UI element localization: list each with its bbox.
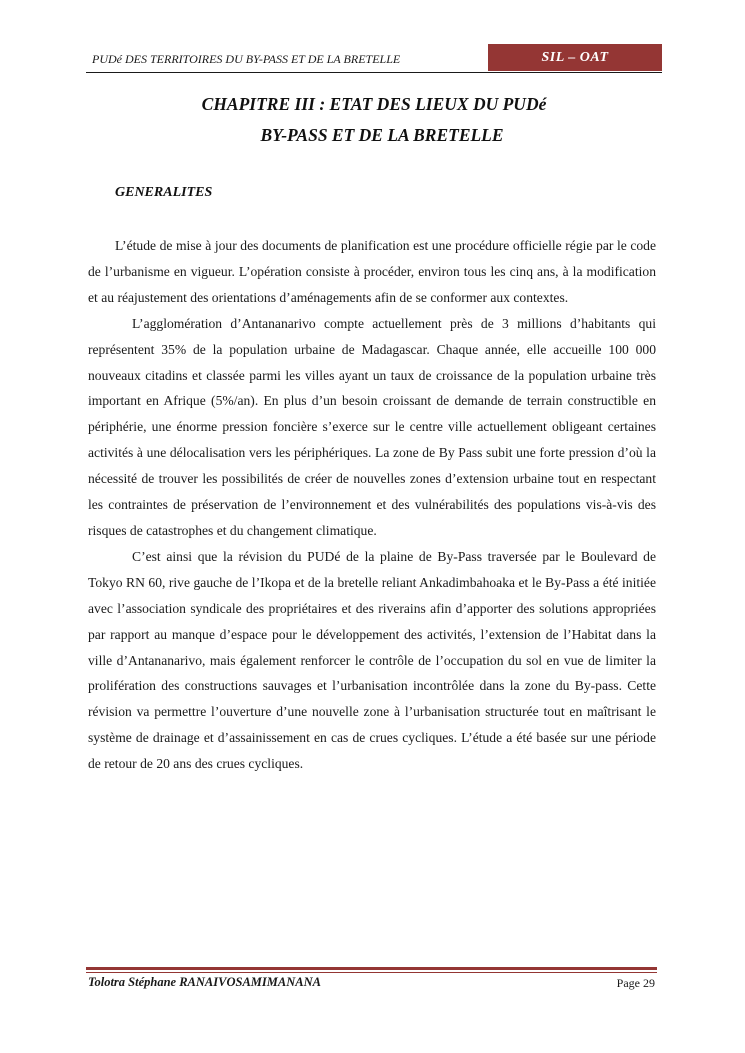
chapter-title-line-2: BY-PASS ET DE LA BRETELLE xyxy=(260,125,504,145)
paragraph-agglomeration: L’agglomération d’Antananarivo compte actuellement près de 3 millions d’habitants qui représentent 35% de la population urbaine de Madagascar. Chaque année, elle accueille 100 000 nouveaux citadins et classée parmi les villes ayant un taux de croissance de la population urbaine très important en Afrique (5%/an). En plus d’un besoin croissant de demande de terrain constructible en périphérie, une énorme pression foncière s’exerce sur le centre ville actuellement obligeant certaines activités à une délocalisation vers les périphériques. La zone de By Pass subit une forte pression d’où la nécessité de trouver les possibilités de créer de nouvelles zones d’extension urbaine tout en respectant les contraintes de préservation de l’environnement et des vulnérabilités des populations vis-à-vis des risques de catastrophes et du changement climatique. xyxy=(88,315,656,538)
footer-divider-thick xyxy=(86,967,657,970)
header-document-title: PUDé DES TERRITOIRES DU BY-PASS ET DE LA BRETELLE xyxy=(92,52,401,66)
footer-page-number: Page 29 xyxy=(616,976,655,990)
page-header xyxy=(86,44,662,72)
header-organization-badge: SIL – OAT xyxy=(488,44,662,71)
section-heading: GENERALITES xyxy=(115,185,213,200)
footer-author: Tolotra Stéphane RANAIVOSAMIMANANA xyxy=(88,975,321,989)
paragraph-revision: C’est ainsi que la révision du PUDé de la plaine de By-Pass traversée par le Boulevard de Tokyo RN 60, rive gauche de l’Ikopa et de la bretelle reliant Ankadimbahoaka et le By-Pass a été initiée avec l’association syndicale des propriétaires et des riverains afin d’apporter des solutions appropriées par rapport au manque d’espace pour le développement des activités, l’extension de l’Habitat dans la ville d’Antananarivo, mais également renforcer le contrôle de l’occupation du sol en vue de limiter la prolifération des constructions sauvages et l’urbanisation incontrôlée dans la zone du By-pass. Cette révision va permettre l’ouverture d’une nouvelle zone à l’urbanisation structurée tout en maîtrisant le système de drainage et d’assainissement en cas de crues cycliques. L’étude a été basée sur une période de retour de 20 ans des crues cycliques. xyxy=(88,548,656,772)
header-divider xyxy=(86,72,662,73)
paragraph-intro: L’étude de mise à jour des documents de planification est une procédure officielle régie par le code de l’urbanisme en vigueur. L’opération consiste à procéder, environ tous les cinq ans, à la modification et au réajustement des orientations d’aménagements afin de se conformer aux contextes. xyxy=(88,238,656,305)
chapter-title-line-1: CHAPITRE III : ETAT DES LIEUX DU PUDé xyxy=(201,94,547,114)
footer-divider-thin xyxy=(86,972,657,973)
body-text xyxy=(88,233,656,777)
